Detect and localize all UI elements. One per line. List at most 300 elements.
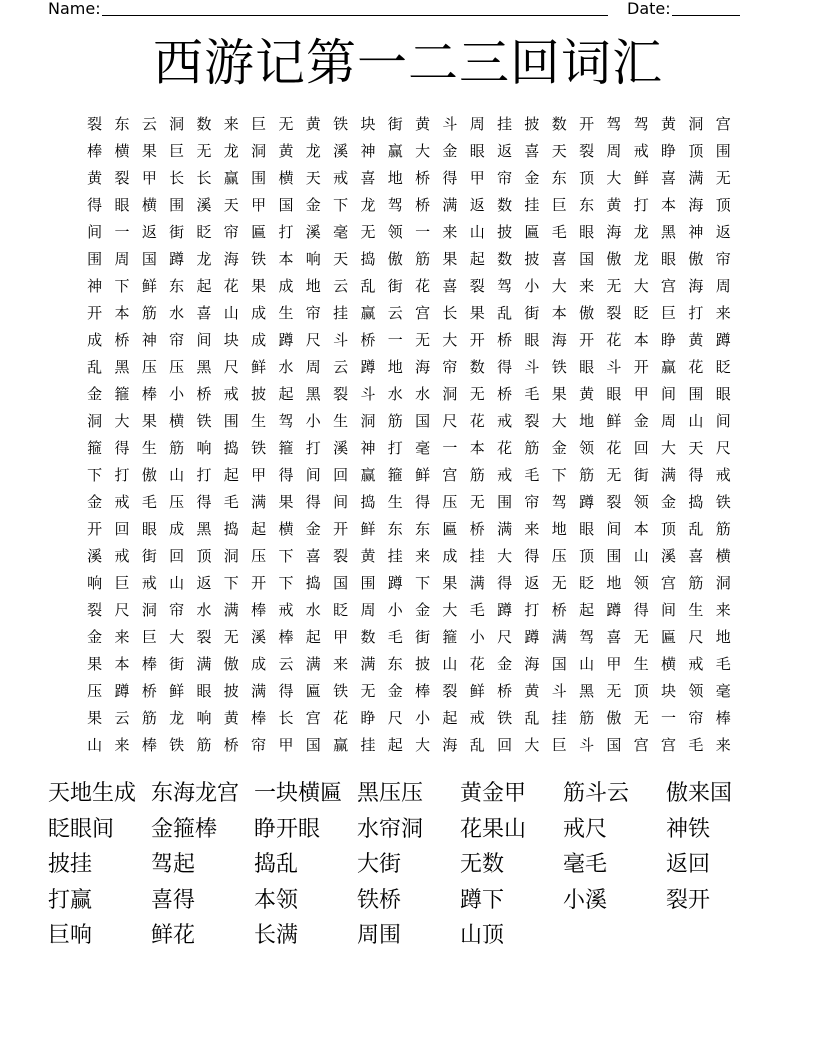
grid-cell[interactable]: 赢 xyxy=(333,736,349,754)
grid-cell[interactable]: 起 xyxy=(223,466,239,484)
grid-cell[interactable]: 溪 xyxy=(196,196,212,214)
grid-cell[interactable]: 裂 xyxy=(579,142,595,160)
grid-cell[interactable]: 毛 xyxy=(469,601,485,619)
grid-cell[interactable]: 压 xyxy=(551,547,567,565)
grid-cell[interactable]: 数 xyxy=(551,115,567,133)
grid-cell[interactable]: 国 xyxy=(305,736,321,754)
grid-cell[interactable]: 山 xyxy=(169,574,185,592)
grid-cell[interactable]: 鲜 xyxy=(360,520,376,538)
grid-cell[interactable]: 捣 xyxy=(360,493,376,511)
grid-cell[interactable]: 眼 xyxy=(524,331,540,349)
grid-cell[interactable]: 斗 xyxy=(524,358,540,376)
grid-cell[interactable]: 鲜 xyxy=(469,682,485,700)
grid-cell[interactable]: 花 xyxy=(469,655,485,673)
grid-cell[interactable]: 来 xyxy=(223,115,239,133)
grid-cell[interactable]: 戒 xyxy=(688,655,704,673)
grid-cell[interactable]: 溪 xyxy=(251,628,267,646)
grid-cell[interactable]: 龙 xyxy=(223,142,239,160)
grid-cell[interactable]: 生 xyxy=(688,601,704,619)
grid-cell[interactable]: 开 xyxy=(333,520,349,538)
grid-cell[interactable]: 裂 xyxy=(333,385,349,403)
grid-cell[interactable]: 生 xyxy=(387,493,403,511)
grid-cell[interactable]: 大 xyxy=(442,601,458,619)
grid-cell[interactable]: 匾 xyxy=(251,223,267,241)
grid-cell[interactable]: 返 xyxy=(141,223,157,241)
grid-cell[interactable]: 横 xyxy=(114,142,130,160)
grid-cell[interactable]: 披 xyxy=(497,223,513,241)
grid-cell[interactable]: 黄 xyxy=(661,115,677,133)
grid-cell[interactable]: 眼 xyxy=(661,250,677,268)
grid-cell[interactable]: 下 xyxy=(278,547,294,565)
grid-cell[interactable]: 箍 xyxy=(87,439,103,457)
grid-cell[interactable]: 驾 xyxy=(278,412,294,430)
grid-cell[interactable]: 披 xyxy=(251,385,267,403)
grid-cell[interactable]: 东 xyxy=(114,115,130,133)
grid-cell[interactable]: 围 xyxy=(223,412,239,430)
grid-cell[interactable]: 间 xyxy=(661,601,677,619)
grid-cell[interactable]: 溪 xyxy=(305,223,321,241)
grid-cell[interactable]: 顶 xyxy=(688,142,704,160)
grid-cell[interactable]: 周 xyxy=(606,142,622,160)
grid-cell[interactable]: 长 xyxy=(196,169,212,187)
grid-cell[interactable]: 大 xyxy=(415,142,431,160)
grid-cell[interactable]: 鲜 xyxy=(633,169,649,187)
grid-cell[interactable]: 山 xyxy=(169,466,185,484)
grid-cell[interactable]: 水 xyxy=(415,385,431,403)
grid-cell[interactable]: 匾 xyxy=(661,628,677,646)
grid-cell[interactable]: 围 xyxy=(87,250,103,268)
grid-cell[interactable]: 驾 xyxy=(551,493,567,511)
grid-cell[interactable]: 黄 xyxy=(524,682,540,700)
grid-cell[interactable]: 捣 xyxy=(688,493,704,511)
grid-cell[interactable]: 下 xyxy=(415,574,431,592)
grid-cell[interactable]: 蹲 xyxy=(278,331,294,349)
grid-cell[interactable]: 甲 xyxy=(606,655,622,673)
grid-cell[interactable]: 数 xyxy=(360,628,376,646)
grid-cell[interactable]: 尺 xyxy=(305,331,321,349)
grid-cell[interactable]: 起 xyxy=(469,250,485,268)
grid-cell[interactable]: 街 xyxy=(169,655,185,673)
grid-cell[interactable]: 开 xyxy=(469,331,485,349)
grid-cell[interactable]: 返 xyxy=(715,223,731,241)
grid-cell[interactable]: 黄 xyxy=(305,115,321,133)
grid-cell[interactable]: 匾 xyxy=(524,223,540,241)
grid-cell[interactable]: 桥 xyxy=(497,385,513,403)
grid-cell[interactable]: 无 xyxy=(415,331,431,349)
grid-cell[interactable]: 小 xyxy=(469,628,485,646)
grid-cell[interactable]: 山 xyxy=(688,412,704,430)
grid-cell[interactable]: 间 xyxy=(196,331,212,349)
grid-cell[interactable]: 黑 xyxy=(114,358,130,376)
grid-cell[interactable]: 甲 xyxy=(278,736,294,754)
grid-cell[interactable]: 帘 xyxy=(688,709,704,727)
grid-cell[interactable]: 起 xyxy=(442,709,458,727)
grid-cell[interactable]: 海 xyxy=(415,358,431,376)
grid-cell[interactable]: 周 xyxy=(114,250,130,268)
grid-cell[interactable]: 蹲 xyxy=(497,601,513,619)
grid-cell[interactable]: 尺 xyxy=(387,709,403,727)
grid-cell[interactable]: 宫 xyxy=(661,574,677,592)
grid-cell[interactable]: 铁 xyxy=(715,493,731,511)
grid-cell[interactable]: 戒 xyxy=(278,601,294,619)
grid-cell[interactable]: 傲 xyxy=(606,250,622,268)
grid-cell[interactable]: 黑 xyxy=(579,682,595,700)
grid-cell[interactable]: 桥 xyxy=(469,520,485,538)
grid-cell[interactable]: 天 xyxy=(688,439,704,457)
grid-cell[interactable]: 挂 xyxy=(469,547,485,565)
grid-cell[interactable]: 一 xyxy=(661,709,677,727)
grid-cell[interactable]: 披 xyxy=(415,655,431,673)
grid-cell[interactable]: 压 xyxy=(169,358,185,376)
grid-cell[interactable]: 金 xyxy=(442,142,458,160)
grid-cell[interactable]: 帘 xyxy=(305,304,321,322)
grid-cell[interactable]: 桥 xyxy=(415,196,431,214)
grid-cell[interactable]: 棒 xyxy=(141,736,157,754)
grid-cell[interactable]: 领 xyxy=(688,682,704,700)
grid-cell[interactable]: 斗 xyxy=(442,115,458,133)
grid-cell[interactable]: 周 xyxy=(360,601,376,619)
grid-cell[interactable]: 眨 xyxy=(579,574,595,592)
grid-cell[interactable]: 乱 xyxy=(469,736,485,754)
grid-cell[interactable]: 压 xyxy=(169,493,185,511)
grid-cell[interactable]: 箍 xyxy=(278,439,294,457)
grid-cell[interactable]: 毛 xyxy=(141,493,157,511)
grid-cell[interactable]: 铁 xyxy=(196,412,212,430)
grid-cell[interactable]: 来 xyxy=(715,601,731,619)
grid-cell[interactable]: 无 xyxy=(469,493,485,511)
grid-cell[interactable]: 水 xyxy=(169,304,185,322)
grid-cell[interactable]: 宫 xyxy=(415,304,431,322)
grid-cell[interactable]: 围 xyxy=(688,385,704,403)
grid-cell[interactable]: 挂 xyxy=(551,709,567,727)
grid-cell[interactable]: 街 xyxy=(415,628,431,646)
grid-cell[interactable]: 驾 xyxy=(633,115,649,133)
grid-cell[interactable]: 巨 xyxy=(551,196,567,214)
grid-cell[interactable]: 街 xyxy=(633,466,649,484)
grid-cell[interactable]: 大 xyxy=(606,169,622,187)
grid-cell[interactable]: 眼 xyxy=(469,142,485,160)
grid-cell[interactable]: 打 xyxy=(387,439,403,457)
grid-cell[interactable]: 国 xyxy=(551,655,567,673)
grid-cell[interactable]: 棒 xyxy=(141,655,157,673)
grid-cell[interactable]: 海 xyxy=(688,196,704,214)
grid-cell[interactable]: 金 xyxy=(633,412,649,430)
grid-cell[interactable]: 果 xyxy=(87,655,103,673)
grid-cell[interactable]: 周 xyxy=(715,277,731,295)
grid-cell[interactable]: 筋 xyxy=(579,709,595,727)
grid-cell[interactable]: 满 xyxy=(251,493,267,511)
grid-cell[interactable]: 捣 xyxy=(305,574,321,592)
grid-cell[interactable]: 无 xyxy=(606,682,622,700)
grid-cell[interactable]: 喜 xyxy=(661,169,677,187)
grid-cell[interactable]: 本 xyxy=(633,520,649,538)
grid-cell[interactable]: 大 xyxy=(114,412,130,430)
grid-cell[interactable]: 花 xyxy=(606,439,622,457)
grid-cell[interactable]: 溪 xyxy=(333,142,349,160)
grid-cell[interactable]: 甲 xyxy=(333,628,349,646)
grid-cell[interactable]: 挂 xyxy=(333,304,349,322)
grid-cell[interactable]: 巨 xyxy=(169,142,185,160)
grid-cell[interactable]: 山 xyxy=(223,304,239,322)
grid-cell[interactable]: 领 xyxy=(579,439,595,457)
grid-cell[interactable]: 返 xyxy=(524,574,540,592)
grid-cell[interactable]: 驾 xyxy=(387,196,403,214)
grid-cell[interactable]: 国 xyxy=(606,736,622,754)
grid-cell[interactable]: 戒 xyxy=(469,709,485,727)
grid-cell[interactable]: 神 xyxy=(360,439,376,457)
grid-cell[interactable]: 地 xyxy=(551,520,567,538)
grid-cell[interactable]: 桥 xyxy=(415,169,431,187)
grid-cell[interactable]: 大 xyxy=(551,277,567,295)
grid-cell[interactable]: 大 xyxy=(415,736,431,754)
grid-cell[interactable]: 水 xyxy=(305,601,321,619)
grid-cell[interactable]: 得 xyxy=(278,466,294,484)
grid-cell[interactable]: 回 xyxy=(497,736,513,754)
grid-cell[interactable]: 铁 xyxy=(169,736,185,754)
grid-cell[interactable]: 溪 xyxy=(661,547,677,565)
grid-cell[interactable]: 山 xyxy=(633,547,649,565)
grid-cell[interactable]: 地 xyxy=(579,412,595,430)
grid-cell[interactable]: 大 xyxy=(633,277,649,295)
grid-cell[interactable]: 云 xyxy=(278,655,294,673)
grid-cell[interactable]: 数 xyxy=(469,358,485,376)
grid-cell[interactable]: 围 xyxy=(715,142,731,160)
grid-cell[interactable]: 筋 xyxy=(141,709,157,727)
grid-cell[interactable]: 来 xyxy=(415,547,431,565)
grid-cell[interactable]: 金 xyxy=(551,439,567,457)
grid-cell[interactable]: 傲 xyxy=(579,304,595,322)
grid-cell[interactable]: 得 xyxy=(442,169,458,187)
grid-cell[interactable]: 花 xyxy=(333,709,349,727)
grid-cell[interactable]: 来 xyxy=(715,304,731,322)
grid-cell[interactable]: 下 xyxy=(278,574,294,592)
grid-cell[interactable]: 棒 xyxy=(251,709,267,727)
grid-cell[interactable]: 毛 xyxy=(524,385,540,403)
grid-cell[interactable]: 满 xyxy=(661,466,677,484)
grid-cell[interactable]: 眼 xyxy=(196,682,212,700)
grid-cell[interactable]: 捣 xyxy=(223,439,239,457)
grid-cell[interactable]: 裂 xyxy=(606,304,622,322)
grid-cell[interactable]: 宫 xyxy=(442,466,458,484)
grid-cell[interactable]: 帘 xyxy=(524,493,540,511)
grid-cell[interactable]: 地 xyxy=(387,169,403,187)
grid-cell[interactable]: 开 xyxy=(579,115,595,133)
grid-cell[interactable]: 得 xyxy=(305,493,321,511)
grid-cell[interactable]: 返 xyxy=(469,196,485,214)
grid-cell[interactable]: 裂 xyxy=(333,547,349,565)
grid-cell[interactable]: 云 xyxy=(387,304,403,322)
grid-cell[interactable]: 蹲 xyxy=(360,358,376,376)
grid-cell[interactable]: 顶 xyxy=(579,547,595,565)
grid-cell[interactable]: 无 xyxy=(606,466,622,484)
grid-cell[interactable]: 棒 xyxy=(87,142,103,160)
grid-cell[interactable]: 数 xyxy=(497,250,513,268)
grid-cell[interactable]: 驾 xyxy=(497,277,513,295)
grid-cell[interactable]: 眼 xyxy=(579,223,595,241)
grid-cell[interactable]: 压 xyxy=(87,682,103,700)
grid-cell[interactable]: 下 xyxy=(551,466,567,484)
grid-cell[interactable]: 小 xyxy=(169,385,185,403)
grid-cell[interactable]: 洞 xyxy=(715,574,731,592)
grid-cell[interactable]: 小 xyxy=(524,277,540,295)
grid-cell[interactable]: 筋 xyxy=(469,466,485,484)
grid-cell[interactable]: 国 xyxy=(415,412,431,430)
grid-cell[interactable]: 桥 xyxy=(141,682,157,700)
grid-cell[interactable]: 果 xyxy=(251,277,267,295)
grid-cell[interactable]: 黄 xyxy=(223,709,239,727)
grid-cell[interactable]: 海 xyxy=(223,250,239,268)
grid-cell[interactable]: 捣 xyxy=(360,250,376,268)
grid-cell[interactable]: 斗 xyxy=(360,385,376,403)
grid-cell[interactable]: 裂 xyxy=(114,169,130,187)
grid-cell[interactable]: 巨 xyxy=(661,304,677,322)
grid-cell[interactable]: 周 xyxy=(305,358,321,376)
grid-cell[interactable]: 国 xyxy=(333,574,349,592)
grid-cell[interactable]: 宫 xyxy=(633,736,649,754)
grid-cell[interactable]: 喜 xyxy=(305,547,321,565)
grid-cell[interactable]: 赢 xyxy=(223,169,239,187)
grid-cell[interactable]: 来 xyxy=(715,736,731,754)
grid-cell[interactable]: 得 xyxy=(278,682,294,700)
grid-cell[interactable]: 国 xyxy=(579,250,595,268)
grid-cell[interactable]: 来 xyxy=(114,628,130,646)
grid-cell[interactable]: 得 xyxy=(196,493,212,511)
grid-cell[interactable]: 海 xyxy=(442,736,458,754)
grid-cell[interactable]: 数 xyxy=(497,196,513,214)
grid-cell[interactable]: 戒 xyxy=(114,493,130,511)
grid-cell[interactable]: 神 xyxy=(360,142,376,160)
grid-cell[interactable]: 筋 xyxy=(415,250,431,268)
grid-cell[interactable]: 水 xyxy=(278,358,294,376)
grid-cell[interactable]: 打 xyxy=(114,466,130,484)
grid-cell[interactable]: 大 xyxy=(524,736,540,754)
grid-cell[interactable]: 金 xyxy=(524,169,540,187)
grid-cell[interactable]: 斗 xyxy=(551,682,567,700)
grid-cell[interactable]: 毫 xyxy=(715,682,731,700)
grid-cell[interactable]: 桥 xyxy=(223,736,239,754)
grid-cell[interactable]: 领 xyxy=(633,574,649,592)
grid-cell[interactable]: 桥 xyxy=(196,385,212,403)
grid-cell[interactable]: 挂 xyxy=(497,115,513,133)
grid-cell[interactable]: 喜 xyxy=(196,304,212,322)
grid-cell[interactable]: 大 xyxy=(442,331,458,349)
grid-cell[interactable]: 金 xyxy=(305,520,321,538)
grid-cell[interactable]: 宫 xyxy=(661,736,677,754)
grid-cell[interactable]: 棒 xyxy=(415,682,431,700)
grid-cell[interactable]: 筋 xyxy=(169,439,185,457)
grid-cell[interactable]: 斗 xyxy=(606,358,622,376)
grid-cell[interactable]: 披 xyxy=(524,250,540,268)
grid-cell[interactable]: 回 xyxy=(169,547,185,565)
grid-cell[interactable]: 龙 xyxy=(633,223,649,241)
grid-cell[interactable]: 无 xyxy=(278,115,294,133)
grid-cell[interactable]: 神 xyxy=(141,331,157,349)
grid-cell[interactable]: 下 xyxy=(333,196,349,214)
grid-cell[interactable]: 铁 xyxy=(251,439,267,457)
grid-cell[interactable]: 戒 xyxy=(333,169,349,187)
grid-cell[interactable]: 龙 xyxy=(305,142,321,160)
grid-cell[interactable]: 洞 xyxy=(141,601,157,619)
grid-cell[interactable]: 金 xyxy=(87,385,103,403)
grid-cell[interactable]: 龙 xyxy=(196,250,212,268)
grid-cell[interactable]: 满 xyxy=(305,655,321,673)
grid-cell[interactable]: 喜 xyxy=(360,169,376,187)
grid-cell[interactable]: 毛 xyxy=(524,466,540,484)
grid-cell[interactable]: 眨 xyxy=(196,223,212,241)
grid-cell[interactable]: 帘 xyxy=(223,223,239,241)
grid-cell[interactable]: 得 xyxy=(114,439,130,457)
grid-cell[interactable]: 一 xyxy=(442,439,458,457)
grid-cell[interactable]: 果 xyxy=(469,304,485,322)
grid-cell[interactable]: 戒 xyxy=(715,466,731,484)
grid-cell[interactable]: 间 xyxy=(305,466,321,484)
grid-cell[interactable]: 裂 xyxy=(442,682,458,700)
grid-cell[interactable]: 驾 xyxy=(606,115,622,133)
grid-cell[interactable]: 长 xyxy=(278,709,294,727)
grid-cell[interactable]: 花 xyxy=(688,358,704,376)
grid-cell[interactable]: 间 xyxy=(87,223,103,241)
grid-cell[interactable]: 睁 xyxy=(360,709,376,727)
grid-cell[interactable]: 满 xyxy=(497,520,513,538)
grid-cell[interactable]: 开 xyxy=(251,574,267,592)
grid-cell[interactable]: 下 xyxy=(114,277,130,295)
grid-cell[interactable]: 毛 xyxy=(551,223,567,241)
grid-cell[interactable]: 顶 xyxy=(196,547,212,565)
grid-cell[interactable]: 围 xyxy=(169,196,185,214)
grid-cell[interactable]: 眼 xyxy=(579,358,595,376)
grid-cell[interactable]: 满 xyxy=(223,601,239,619)
grid-cell[interactable]: 大 xyxy=(497,547,513,565)
grid-cell[interactable]: 满 xyxy=(360,655,376,673)
grid-cell[interactable]: 块 xyxy=(661,682,677,700)
grid-cell[interactable]: 得 xyxy=(87,196,103,214)
grid-cell[interactable]: 响 xyxy=(305,250,321,268)
date-blank-line[interactable] xyxy=(672,15,740,16)
grid-cell[interactable]: 大 xyxy=(169,628,185,646)
grid-cell[interactable]: 筋 xyxy=(524,439,540,457)
grid-cell[interactable]: 眨 xyxy=(633,304,649,322)
grid-cell[interactable]: 傲 xyxy=(223,655,239,673)
grid-cell[interactable]: 来 xyxy=(333,655,349,673)
grid-cell[interactable]: 横 xyxy=(715,547,731,565)
grid-cell[interactable]: 斗 xyxy=(579,736,595,754)
grid-cell[interactable]: 棒 xyxy=(141,385,157,403)
grid-cell[interactable]: 毛 xyxy=(688,736,704,754)
grid-cell[interactable]: 蹲 xyxy=(606,601,622,619)
grid-cell[interactable]: 打 xyxy=(688,304,704,322)
grid-cell[interactable]: 得 xyxy=(524,547,540,565)
grid-cell[interactable]: 帘 xyxy=(169,331,185,349)
grid-cell[interactable]: 街 xyxy=(524,304,540,322)
grid-cell[interactable]: 黄 xyxy=(87,169,103,187)
grid-cell[interactable]: 无 xyxy=(196,142,212,160)
grid-cell[interactable]: 来 xyxy=(442,223,458,241)
grid-cell[interactable]: 满 xyxy=(551,628,567,646)
grid-cell[interactable]: 眼 xyxy=(141,520,157,538)
grid-cell[interactable]: 小 xyxy=(415,709,431,727)
grid-cell[interactable]: 毛 xyxy=(715,655,731,673)
grid-cell[interactable]: 傲 xyxy=(387,250,403,268)
grid-cell[interactable]: 东 xyxy=(387,655,403,673)
grid-cell[interactable]: 戒 xyxy=(497,412,513,430)
grid-cell[interactable]: 甲 xyxy=(251,466,267,484)
grid-cell[interactable]: 蹲 xyxy=(387,574,403,592)
grid-cell[interactable]: 无 xyxy=(551,574,567,592)
grid-cell[interactable]: 地 xyxy=(715,628,731,646)
grid-cell[interactable]: 一 xyxy=(387,331,403,349)
grid-cell[interactable]: 尺 xyxy=(223,358,239,376)
grid-cell[interactable]: 花 xyxy=(606,331,622,349)
